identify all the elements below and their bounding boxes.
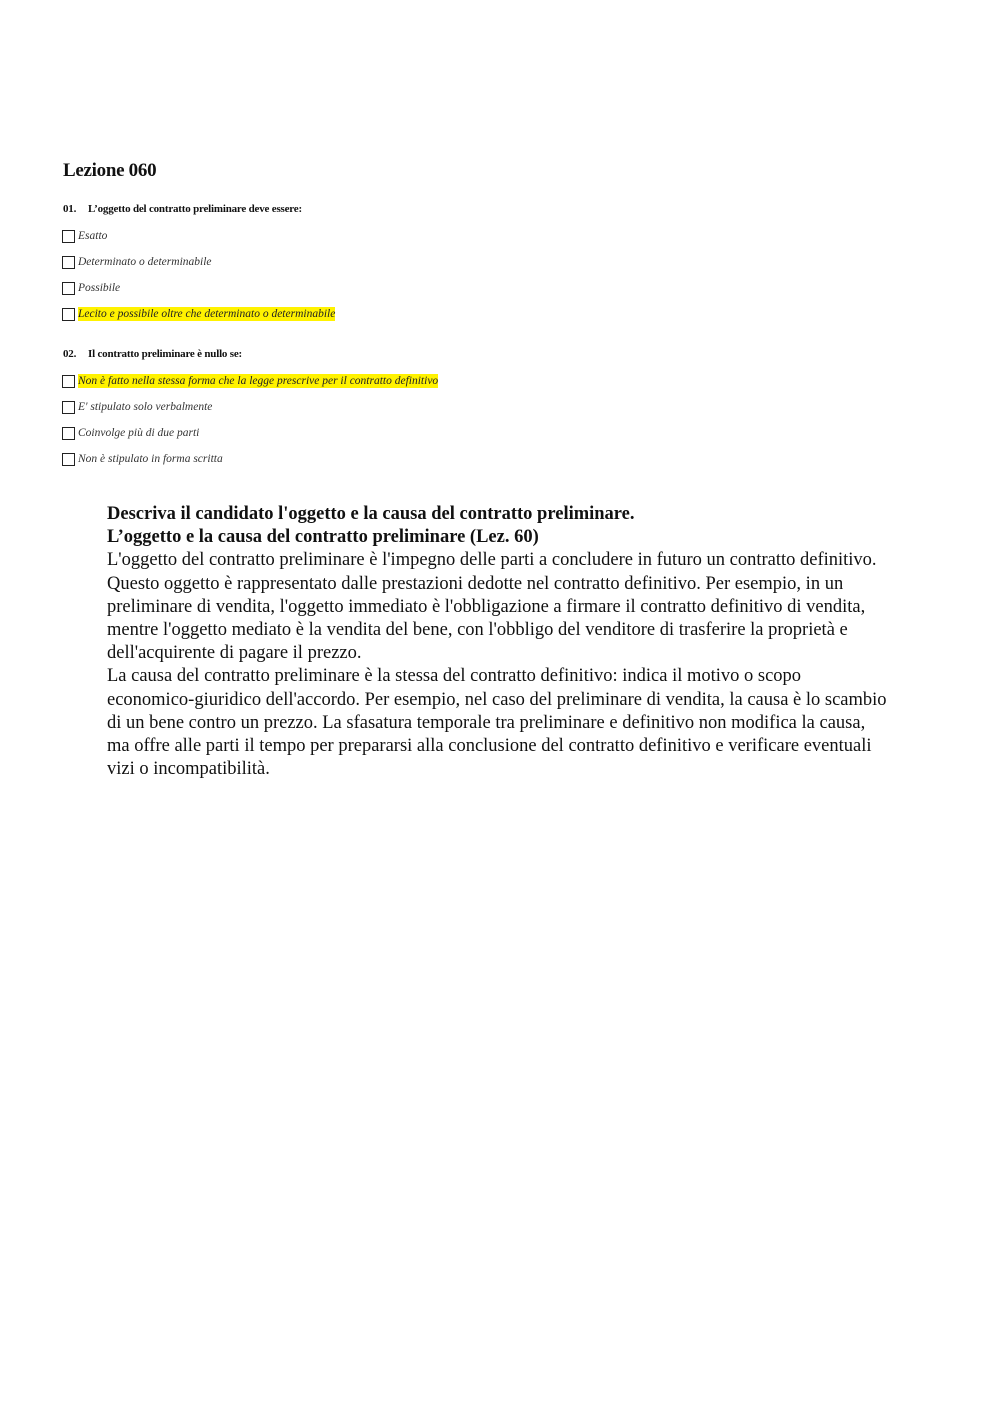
option-2-1[interactable] — [62, 373, 438, 389]
option-text: Coinvolge più di due parti — [78, 427, 200, 439]
checkbox-icon[interactable] — [62, 230, 75, 243]
option-2-2[interactable] — [62, 399, 212, 415]
answer-paragraph: La causa del contratto preliminare è la stessa del contratto definitivo: indica il motivo o scopo economico-giuridico dell'accordo. Per esempio, nel caso del preliminare di vendita, la causa è lo scambio di un bene contro un prezzo. La sfasatura temporale tra preliminare e definitivo non modifica la causa, ma offre alle parti il tempo per prepararsi alla conclusione del contratto definitivo e verificare eventuali vizi o incompatibilità. — [107, 666, 887, 780]
option-2-4[interactable] — [62, 451, 223, 467]
question-2 — [63, 348, 242, 360]
option-2-3[interactable] — [62, 425, 199, 441]
checkbox-icon[interactable] — [62, 427, 75, 440]
answer-block — [107, 503, 887, 781]
option-text: Esatto — [78, 230, 108, 242]
answer-subtitle: L’oggetto e la causa del contratto preliminare (Lez. 60) — [107, 527, 539, 548]
question-1 — [63, 203, 302, 215]
option-1-3[interactable] — [62, 280, 120, 296]
option-1-4[interactable] — [62, 306, 335, 322]
page-title: Lezione 060 — [63, 160, 157, 181]
checkbox-icon[interactable] — [62, 282, 75, 295]
option-text: Possibile — [78, 282, 121, 294]
option-text: E' stipulato solo verbalmente — [78, 401, 213, 413]
option-1-2[interactable] — [62, 254, 212, 270]
checkbox-icon[interactable] — [62, 375, 75, 388]
checkbox-icon[interactable] — [62, 256, 75, 269]
question-text: Il contratto preliminare è nullo se: — [88, 348, 243, 360]
option-text: Non è stipulato in forma scritta — [78, 453, 223, 465]
option-1-1[interactable] — [62, 228, 107, 244]
checkbox-icon[interactable] — [62, 308, 75, 321]
question-text: L’oggetto del contratto preliminare deve essere: — [88, 203, 302, 215]
option-text-highlighted: Lecito e possibile oltre che determinato o determinabile — [78, 308, 336, 320]
answer-question: Descriva il candidato l'oggetto e la causa del contratto preliminare. — [107, 504, 635, 524]
option-text: Determinato o determinabile — [78, 256, 212, 268]
question-number: 02. — [63, 348, 77, 360]
option-text-highlighted: Non è fatto nella stessa forma che la legge prescrive per il contratto definitivo — [78, 375, 439, 387]
question-number: 01. — [63, 203, 77, 215]
checkbox-icon[interactable] — [62, 401, 75, 414]
answer-paragraph: L'oggetto del contratto preliminare è l'impegno delle parti a concludere in futuro un contratto definitivo. Questo oggetto è rappresentato dalle prestazioni dedotte nel contratto definitivo. Per esempio, in un preliminare di vendita, l'oggetto immediato è l'obbligazione a firmare il contratto definitivo di vendita, mentre l'oggetto mediato è la vendita del bene, con l'obbligo del venditore di trasferire la proprietà e dell'acquirente di pagare il prezzo. — [107, 550, 877, 664]
checkbox-icon[interactable] — [62, 453, 75, 466]
